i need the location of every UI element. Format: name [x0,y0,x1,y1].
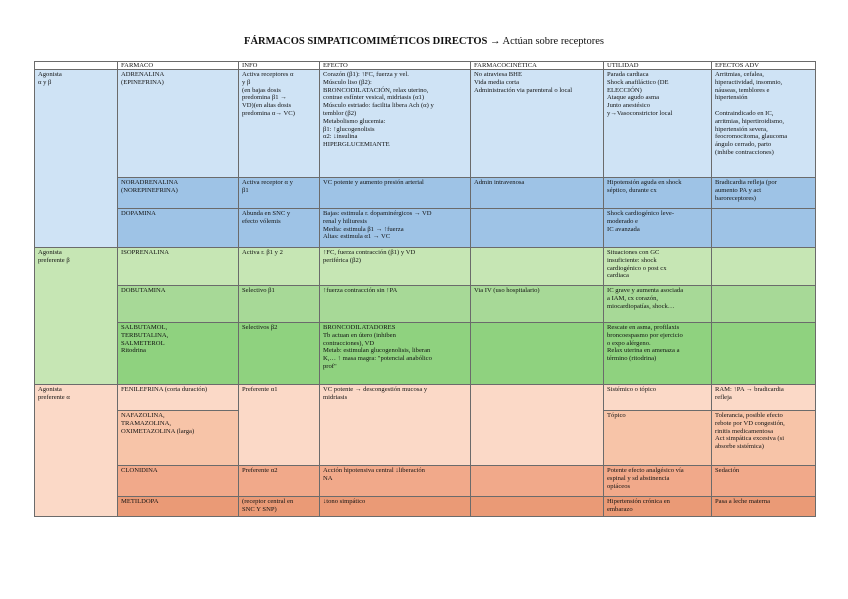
cell-farmacocinetica [471,385,604,466]
cell-line: opiáceos [607,482,631,490]
cell-info [239,497,320,517]
cell-farmacocinetica [471,248,604,286]
cell-utilidad [604,248,712,286]
cell-line: Parada cardiaca [607,71,649,78]
cell-line: Ritodrina [121,347,146,355]
table-row [35,385,816,411]
cell-line: VC potente → descongestión mucosa y [323,386,428,393]
cell-line: Vida media corta [474,78,520,86]
cell-line: Activa receptor α y [242,179,293,186]
cell-line: prof" [323,362,337,370]
cell-line: a IAM, cx corazón, [607,294,659,302]
cell-line: IC grave y aumenta asociada [607,287,684,294]
title-main: FÁRMACOS SIMPATICOMIMÉTICOS DIRECTOS [244,36,488,47]
cell-info [239,323,320,385]
cell-efectos-adv [712,411,816,466]
drug-table [34,61,816,517]
cell-line: y→Vasoconstrictor local [607,109,673,117]
cell-efecto [320,248,471,286]
cell-farmaco [118,385,239,411]
cell-line: Selectivo β1 [242,287,275,294]
cell-line: NORADRENALINA [121,179,179,186]
cell-info [239,286,320,323]
cell-utilidad [604,209,712,248]
cell-line: periférica (β2) [323,256,361,264]
cell-line: Activa r. β1 y 2 [242,249,283,256]
cell-info [239,209,320,248]
cell-info [239,70,320,178]
cell-line: SALMETEROL [121,339,165,347]
cell-line: DOPAMINA [121,210,156,217]
cell-line: predomina α→ VC) [242,109,295,117]
cell-line: ↑FC, fuerza contracción (β1) y VD [323,249,416,256]
group-label-beta [35,248,118,385]
header-efecto: EFECTO [320,62,471,70]
cell-info [239,385,320,466]
cell-utilidad [604,497,712,517]
cell-line: Metab: estimulan glucogenolisis, liberan [323,347,431,355]
cell-line: ángulo cerrado, parto [715,141,772,149]
cell-line: Arritmias, cefalea, [715,71,764,78]
cell-line: DOBUTAMINA [121,287,166,294]
cell-line: arritmias, hipertiroidismo, [715,117,785,125]
cell-line: efecto vólemis [242,217,281,225]
cell-line: Preferente α2 [242,467,278,474]
cell-line: ELECCIÓN) [607,86,642,94]
cell-line: aumento PA y act [715,186,762,194]
table-row [35,466,816,497]
cell-line: rinitis medicamentosa [715,427,774,435]
cell-line: y β [242,78,251,86]
cell-line: baroreceptores) [715,194,757,202]
cell-utilidad [604,70,712,178]
cell-line: Bradicardia refleja (por [715,179,777,186]
cell-line: β1 [242,186,249,194]
cell-efecto [320,70,471,178]
cell-farmacocinetica [471,286,604,323]
cell-line: Sedación [715,467,740,474]
table-row [35,286,816,323]
cell-line: Músculo liso (β2): [323,78,372,86]
cell-line: No atraviesa BHE [474,71,522,78]
cell-line: miocardiopatías, shock… [607,302,675,310]
cell-line: o expo alérgeno. [607,339,651,347]
cell-line: Junto anestésico [607,102,651,110]
cell-line: SNC Y SNP) [242,505,277,513]
cell-line: TERBUTALINA, [121,331,169,339]
cell-line: Pasa a leche materna [715,498,771,505]
cell-line: contracciones), VD [323,339,375,347]
cell-line: renal y hiliuresis [323,217,367,225]
cell-line: séptico, durante cx [607,186,657,194]
cell-line: BRONCODILATADORES [323,324,396,331]
cell-line: (inhibe contracciones) [715,148,774,156]
cell-line: Corazón (β1): ↑FC, fuerza y vel. [323,71,409,78]
cell-line: término (ritodrina) [607,355,657,363]
cell-line: Activa receptores α [242,71,294,78]
cell-efectos-adv [712,385,816,411]
cell-line: hiperactividad, insomnio, [715,78,783,86]
cell-line: Administración via parenteral o local [474,86,573,94]
cell-farmaco [118,178,239,209]
cell-utilidad [604,323,712,385]
title-suffix: → Actúan sobre receptores [487,36,604,47]
cell-line: Selectivos β2 [242,324,278,331]
cell-utilidad [604,411,712,466]
cell-efectos-adv [712,209,816,248]
cell-line: embarazo [607,505,633,513]
cell-line: Via IV (uso hospitalario) [474,287,540,294]
cell-line: α2: ↓insulina [323,133,358,141]
cell-line: espinal y sd abstinencia [607,474,670,482]
cell-efectos-adv [712,248,816,286]
table-row [35,178,816,209]
cell-line: ISOPRENALINA [121,249,169,256]
header-farmaco: FARMACO [118,62,239,70]
cell-farmacocinetica [471,323,604,385]
cell-efectos-adv [712,70,816,178]
cell-efecto [320,323,471,385]
cell-line: Agonista [38,71,62,78]
cell-line: hipertensión [715,94,748,102]
cell-efecto [320,466,471,497]
cell-line: Músculo estriado: facilita libera Ach (α) y [323,102,434,110]
cell-efectos-adv [712,323,816,385]
cell-efectos-adv [712,178,816,209]
cell-line: Altas: estimula α1 → VC [323,233,391,241]
group-label-alfa-beta [35,70,118,248]
cell-utilidad [604,286,712,323]
header-row [35,62,816,70]
cell-line: temblor (β2) [323,109,357,117]
cell-line: Media: estimula β1 → ↑fuerza [323,225,404,233]
cell-efectos-adv [712,497,816,517]
cell-line: CLONIDINA [121,467,158,474]
cell-line: Hipotensión aguda en shock [607,179,682,186]
cell-line: β1: ↑glucogenolisis [323,125,375,133]
cell-farmacocinetica [471,466,604,497]
cell-line: Bajas: estimula r. dopaminérgicos → VD [323,210,432,217]
cell-line: rebote por VD congestión, [715,419,785,427]
header-efectos-adv: EFECTOS ADV [712,62,816,70]
cell-line: Abunda en SNC y [242,210,291,217]
cell-line: Situaciones con GC [607,249,660,256]
cell-efecto [320,385,471,466]
cell-line: VC potente y aumento presión arterial [323,179,424,186]
cell-line: ↑fuerza contracción sin ↑PA [323,287,398,294]
cell-line: Preferente α1 [242,386,278,393]
cell-line: Relax uterina en amenaza a [607,347,680,355]
cell-line: Agonista [38,386,62,393]
cell-line: Acción hipotensiva central ↓liberación [323,467,425,474]
table-row [35,70,816,178]
cell-line: insuficiente: shock [607,256,657,264]
page-title [0,36,848,47]
table-row [35,323,816,385]
cell-farmaco [118,497,239,517]
cell-line: hipertensión severa, [715,125,768,133]
cell-line: predomina β1 → [242,94,287,102]
cell-efecto [320,286,471,323]
header-info: INFO [239,62,320,70]
cell-farmaco [118,209,239,248]
cell-line: ADRENALINA [121,71,165,78]
cell-line: METILDOPA [121,498,159,505]
cell-farmaco [118,323,239,385]
cell-line: Hipertensión crónica en [607,498,670,505]
cell-line: Tb actuan en útero (inhiben [323,331,396,339]
cell-line: Shock anafiláctico (DE [607,78,669,86]
cell-line: ↓tono simpático [323,498,366,505]
cell-farmaco [118,466,239,497]
cell-line: Ataque agudo asma [607,94,659,102]
cell-line: Act simpática excesiva (si [715,435,785,443]
header-utilidad: UTILIDAD [604,62,712,70]
cell-line: moderado e [607,217,638,225]
cell-line: Shock cardiogénico leve- [607,210,675,217]
header-group-blank [35,62,118,70]
cell-line [715,102,812,110]
cell-line: preferente α [38,393,70,401]
cell-line: Sistémico o tópico [607,386,657,393]
cell-line: SALBUTAMOL, [121,324,168,331]
cell-efecto [320,497,471,517]
cell-efecto [320,209,471,248]
cell-line: α y β [38,78,52,86]
cell-farmaco [118,286,239,323]
cell-utilidad [604,466,712,497]
cell-line: absorbe sistémica) [715,443,764,451]
cell-efectos-adv [712,286,816,323]
cell-farmacocinetica [471,70,604,178]
cell-farmaco [118,70,239,178]
header-farmacocinetica: FARMACOCINÉTICA [471,62,604,70]
cell-farmaco [118,248,239,286]
cell-line: feocromocitoma, glaucoma [715,133,788,141]
cell-farmaco [118,411,239,466]
cell-line: broncoespasmo por ejercicio [607,331,683,339]
cell-line: Potente efecto analgésico vía [607,467,684,474]
cell-line: NA [323,474,333,482]
cell-farmacocinetica [471,497,604,517]
cell-farmacocinetica [471,209,604,248]
cell-line: NAFAZOLINA, [121,412,165,419]
cell-utilidad [604,178,712,209]
cell-line: Admin intravenosa [474,179,525,186]
cell-line: cardiogénico o post cx [607,264,667,272]
table-row [35,248,816,286]
table-row [35,497,816,517]
cell-line: VD)(en altas dosis [242,102,292,110]
cell-line: preferente β [38,256,70,264]
cell-line: (NOREPINEFRINA) [121,186,178,194]
table-row [35,209,816,248]
cell-line: (EPINEFRINA) [121,78,164,86]
cell-line: midriasis [323,393,348,401]
cell-utilidad [604,385,712,411]
cell-line: RAM: ↑PA → bradicardia [715,386,784,393]
cell-line: (receptor central en [242,498,294,505]
cell-line: K,… ↑ masa magra: "potencial anabólico [323,355,432,363]
cell-line: FENILEFRINA (corta duración) [121,386,208,393]
cell-line: Agonista [38,249,62,256]
cell-line: TRAMAZOLINA, [121,419,171,427]
cell-line: Rescate en asma, profilaxis [607,324,680,331]
cell-info [239,248,320,286]
cell-info [239,466,320,497]
cell-line: Contraindicado en IC, [715,109,774,117]
cell-line: IC avanzada [607,225,640,233]
cell-efectos-adv [712,466,816,497]
cell-line: Tópico [607,412,626,419]
cell-line: BRONCODILATACIÓN, relax uterino, [323,86,429,94]
group-label-alfa [35,385,118,517]
cell-line: OXIMETAZOLINA (larga) [121,427,195,435]
cell-line: náuseas, temblores e [715,86,770,94]
cell-line: refleja [715,393,732,401]
cell-line: Metabolismo glucemia: [323,117,386,125]
cell-line: Tolerancia, posible efecto [715,412,783,419]
cell-info [239,178,320,209]
cell-line: cardiaca [607,272,629,280]
cell-line: contrae esfínter vesical, midriasis (α1) [323,94,425,102]
cell-farmacocinetica [471,178,604,209]
cell-line: (en bajas dosis [242,86,281,94]
cell-line: HIPERGLUCEMIANTE [323,141,390,149]
cell-efecto [320,178,471,209]
